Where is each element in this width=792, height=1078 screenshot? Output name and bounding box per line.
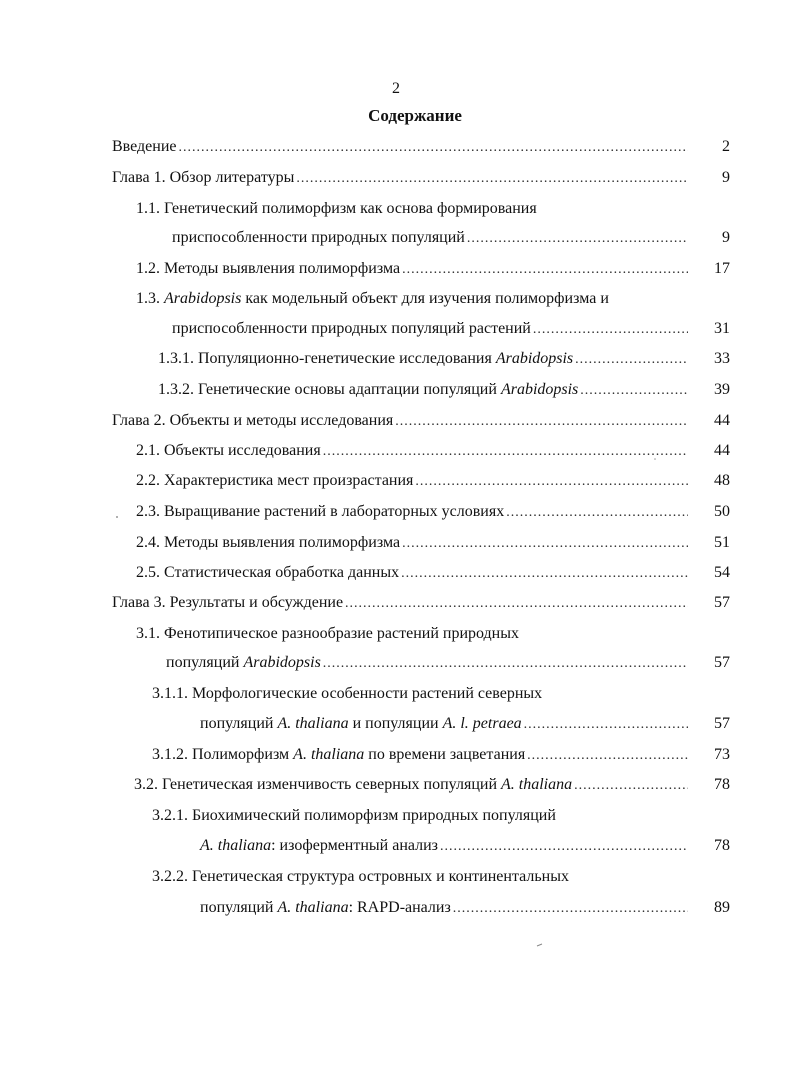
toc-page-number: 33 [714,350,730,367]
italic-term: Arabidopsis [164,290,242,307]
toc-entry-text: 3.2. Генетическая изменчивость северных популяций [134,776,498,793]
italic-term: A. l. petraea [442,715,522,732]
toc-entry-3-2-1-line1[interactable]: 3.2.1. Биохимический полиморфизм природных популяций [152,807,556,824]
italic-term: Arabidopsis [495,350,574,367]
italic-term: A. thaliana [293,746,365,763]
toc-page-number: 17 [714,260,730,277]
speck [116,516,118,518]
toc-entry-label: 2.4. Методы выявления полиморфизма [136,534,401,551]
toc-entry-3-1-1-line1[interactable]: 3.1.1. Морфологические особенности растений северных [152,685,543,702]
speck [537,944,542,946]
toc-section-number: 1.3. [136,290,160,307]
italic-term: Arabidopsis [243,654,321,671]
toc-page-number: 9 [722,229,730,246]
toc-page-number: 2 [722,138,730,155]
toc-entry-label: 1.2. Методы выявления полиморфизма [136,260,401,277]
toc-entry-text: популяций [200,899,274,916]
page-number: 2 [392,80,400,97]
toc-page-number: 57 [714,654,730,671]
toc-entry-text: 1.3.1. Популяционно-генетические исследования [158,350,492,367]
toc-entry-text: : изоферментный анализ [271,837,438,854]
toc-entry-text: популяций [200,715,274,732]
toc-entry-label: Введение [112,138,177,155]
italic-term: A. thaliana [277,899,349,916]
toc-entry-text: : RAPD-анализ [348,899,451,916]
toc-page-number: 57 [714,594,730,611]
toc-page-number: 9 [722,169,730,186]
toc-entry-label: Глава 2. Объекты и методы исследования [112,412,394,429]
toc-page-number: 78 [714,776,730,793]
toc-entry-text: 3.1.2. Полиморфизм [152,746,290,763]
toc-entry-3-1-line1[interactable]: 3.1. Фенотипическое разнообразие растений природных [136,625,519,642]
speck [654,458,656,460]
toc-page-number: 73 [714,746,730,763]
toc-entry-label: приспособленности природных популяций [172,229,465,246]
toc-entry-text: как модельный объект для изучения полиморфизма и [245,290,609,307]
italic-term: A. thaliana [501,776,573,793]
toc-entry-text: популяций [166,654,240,671]
italic-term: A. thaliana [200,837,272,854]
toc-page-number: 54 [714,564,730,581]
toc-entry-label: Глава 3. Результаты и обсуждение [112,594,344,611]
italic-term: Arabidopsis [500,381,579,398]
italic-term: A. thaliana [277,715,349,732]
toc-entry-3-2-2-line1[interactable]: 3.2.2. Генетическая структура островных и континентальных [152,868,569,885]
toc-page-number: 48 [714,472,730,489]
toc-page-number: 39 [714,381,730,398]
toc-entry-text: и популяции [352,715,439,732]
toc-page-number: 78 [714,837,730,854]
toc-entry-text: по времени зацветания [368,746,526,763]
toc-entry-label: 2.3. Выращивание растений в лабораторных условиях [136,503,505,520]
toc-entry-label: 2.1. Объекты исследования [136,442,321,459]
toc-entry-1-1-line1[interactable]: 1.1. Генетический полиморфизм как основа формирования [136,200,537,217]
toc-entry-label: 2.5. Статистическая обработка данных [136,564,400,581]
toc-title: Содержание [368,106,462,125]
toc-entry-label: Глава 1. Обзор литературы [112,169,295,186]
toc-entry-label: приспособленности природных популяций растений [172,320,531,337]
toc-page-number: 57 [714,715,730,732]
toc-page-number: 50 [714,503,730,520]
toc-page-number: 89 [714,899,730,916]
toc-page-number: 44 [714,442,730,459]
toc-entry-label: 2.2. Характеристика мест произрастания [136,472,414,489]
toc-page-number: 44 [714,412,730,429]
toc-page-number: 31 [714,320,730,337]
toc-page-number: 51 [714,534,730,551]
toc-entry-text: 1.3.2. Генетические основы адаптации популяций [158,381,497,398]
